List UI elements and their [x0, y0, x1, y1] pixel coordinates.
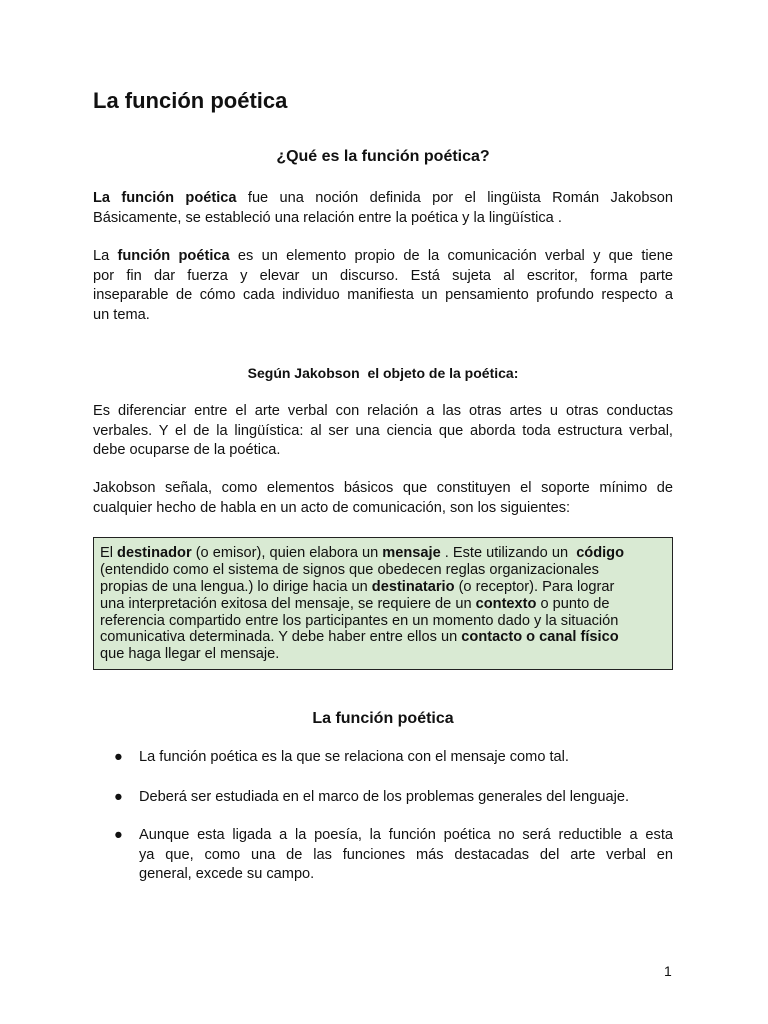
list-item — [114, 826, 673, 886]
text-run: (o receptor). Para lograr — [454, 578, 615, 595]
list-item-line: La función poética es la que se relaciona con el mensaje como tal. — [139, 749, 569, 765]
text-run: La — [93, 248, 118, 264]
box-line: referencia compartido entre los participantes en un momento dado y la situación — [100, 612, 619, 629]
text-run: fue una noción definida por el lingüista Román Jakobson — [236, 190, 674, 206]
list-item-line: general, excede su campo. — [139, 866, 315, 882]
bold-term: función poética — [117, 248, 230, 264]
text-run: El — [100, 545, 118, 561]
page-number: 1 — [664, 963, 672, 979]
bullet-icon: ● — [114, 789, 123, 805]
text-run: o punto de — [536, 595, 610, 612]
paragraph-line — [93, 189, 673, 209]
list-item-line: Aunque esta ligada a la poesía, la función poética no será reductible a esta — [139, 827, 673, 843]
bold-term: código — [576, 545, 625, 561]
text-run: comunicativa determinada. Y debe haber entre ellos un — [100, 629, 462, 646]
box-line: que haga llegar el mensaje. — [100, 646, 280, 663]
paragraph-line: cualquier hecho de habla en un acto de comunicación, son los siguientes: — [93, 499, 571, 516]
paragraph-line: por fin dar fuerza y elevar un discurso. Está sujeta al escritor, forma parte — [93, 267, 673, 284]
paragraph-line — [93, 247, 673, 267]
paragraph-definition — [93, 189, 673, 228]
bold-term: destinador — [117, 545, 192, 561]
communication-elements-box — [93, 537, 673, 670]
text-run: propias de una lengua.) lo dirige hacia un — [100, 578, 372, 595]
bold-term: destinatario — [371, 578, 455, 595]
text-run: una interpretación exitosa del mensaje, se requiere de un — [100, 595, 476, 612]
bold-term: mensaje — [382, 545, 441, 561]
box-line — [100, 596, 666, 613]
paragraph-line: inseparable de cómo cada individuo manifiesta un pensamiento profundo respecto a — [93, 287, 673, 303]
list-item-line: ya que, como una de las funciones más destacadas del arte verbal en — [139, 846, 673, 863]
paragraph-line: verbales. Y el de la lingüística: al ser una ciencia que aborda toda estructura verbal, — [93, 422, 673, 439]
document-title: La función poética — [93, 88, 288, 113]
paragraph-poetic-function — [93, 247, 673, 325]
paragraph-line: Es diferenciar entre el arte verbal con relación a las otras artes u otras conductas — [93, 403, 673, 419]
paragraph-line: un tema. — [93, 306, 150, 323]
text-run: (o emisor), quien elabora un — [191, 545, 383, 561]
paragraph-line: Jakobson señala, como elementos básicos que constituyen el soporte mínimo de — [93, 480, 673, 496]
paragraph-line: Básicamente, se estableció una relación entre la poética y la lingüística . — [93, 209, 562, 226]
box-line: (entendido como el sistema de signos que obedecen reglas organizacionales — [100, 561, 599, 578]
section-heading-funcion-poetica: La función poética — [312, 710, 454, 727]
text-run: . Este utilizando un — [440, 545, 577, 561]
list-item — [114, 748, 673, 768]
bold-term: contexto — [475, 595, 537, 612]
list-item-text — [139, 826, 673, 885]
paragraph-elements — [93, 479, 673, 518]
bullet-icon: ● — [114, 827, 123, 843]
list-item-text — [139, 788, 673, 808]
box-line — [100, 629, 666, 646]
paragraph-line: debe ocuparse de la poética. — [93, 442, 281, 458]
box-line — [100, 579, 666, 596]
list-item — [114, 788, 673, 808]
bold-term: contacto o canal físico — [461, 629, 619, 646]
box-line — [100, 545, 666, 562]
bold-term: La función poética — [93, 190, 237, 206]
box-text — [100, 545, 666, 663]
paragraph-object — [93, 402, 673, 461]
section-heading-segun-jakobson: Según Jakobson el objeto de la poética: — [247, 365, 519, 381]
bullet-icon: ● — [114, 749, 123, 765]
section-heading-que-es: ¿Qué es la función poética? — [276, 148, 490, 165]
list-item-text — [139, 748, 673, 768]
text-run: es un elemento propio de la comunicación verbal y que tiene — [229, 248, 673, 264]
list-item-line: Deberá ser estudiada en el marco de los problemas generales del lenguaje. — [139, 789, 630, 805]
